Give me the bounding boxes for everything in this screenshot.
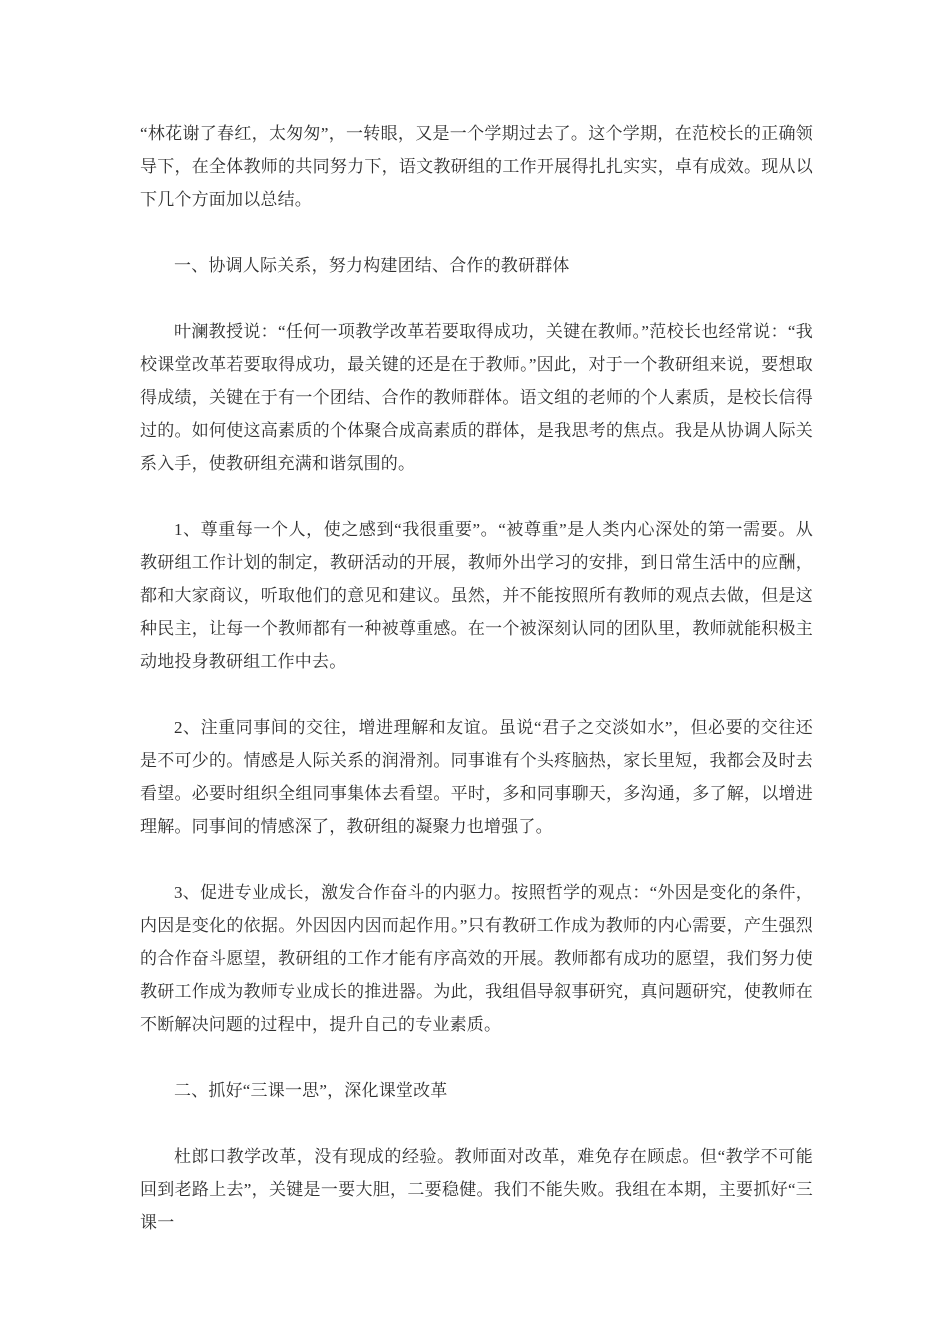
- paragraph-section1-lead: 叶澜教授说：“任何一项教学改革若要取得成功，关键在教师。”范校长也经常说：“我校课堂改革若要取得成功，最关键的还是在于教师。”因此，对于一个教研组来说，要想取得成绩，关键在于有一个团结、合作的教师群体。语文组的老师的个人素质，是校长信得过的。如何使这高素质的个体聚合成高素质的群体，是我思考的焦点。我是从协调人际关系入手，使教研组充满和谐氛围的。: [140, 322, 813, 473]
- section-heading-2: 二、抓好“三课一思”，深化课堂改革: [174, 1081, 448, 1100]
- paragraph-point-1: 1、尊重每一个人，使之感到“我很重要”。“被尊重”是人类内心深处的第一需要。从教研组工作计划的制定，教研活动的开展，教师外出学习的安排，到日常生活中的应酬，都和大家商议，听取他们的意见和建议。虽然，并不能按照所有教师的观点去做，但是这种民主，让每一个教师都有一种被尊重感。在一个被深刻认同的团队里，教师就能积极主动地投身教研组工作中去。: [140, 520, 813, 671]
- section-heading-1: 一、协调人际关系，努力构建团结、合作的教研群体: [174, 256, 570, 275]
- paragraph-point-3: 3、促进专业成长，激发合作奋斗的内驱力。按照哲学的观点：“外因是变化的条件，内因是变化的依据。外因因内因而起作用。”只有教研工作成为教师的内心需要，产生强烈的合作奋斗愿望，教研组的工作才能有序高效的开展。教师都有成功的愿望，我们努力使教研工作成为教师专业成长的推进器。为此，我组倡导叙事研究，真问题研究，使教师在不断解决问题的过程中，提升自己的专业素质。: [140, 883, 813, 1034]
- document-body: [140, 117, 813, 1272]
- paragraph-section2-lead: 杜郎口教学改革，没有现成的经验。教师面对改革，难免存在顾虑。但“教学不可能回到老路上去”，关键是一要大胆，二要稳健。我们不能失败。我组在本期，主要抓好“三课一: [140, 1147, 813, 1232]
- paragraph-intro: “林花谢了春红，太匆匆”，一转眼，又是一个学期过去了。这个学期，在范校长的正确领导下，在全体教师的共同努力下，语文教研组的工作开展得扎扎实实，卓有成效。现从以下几个方面加以总结。: [140, 124, 813, 209]
- paragraph-point-2: 2、注重同事间的交往，增进理解和友谊。虽说“君子之交淡如水”，但必要的交往还是不可少的。情感是人际关系的润滑剂。同事谁有个头疼脑热，家长里短，我都会及时去看望。必要时组织全组同事集体去看望。平时，多和同事聊天，多沟通，多了解，以增进理解。同事间的情感深了，教研组的凝聚力也增强了。: [140, 718, 813, 836]
